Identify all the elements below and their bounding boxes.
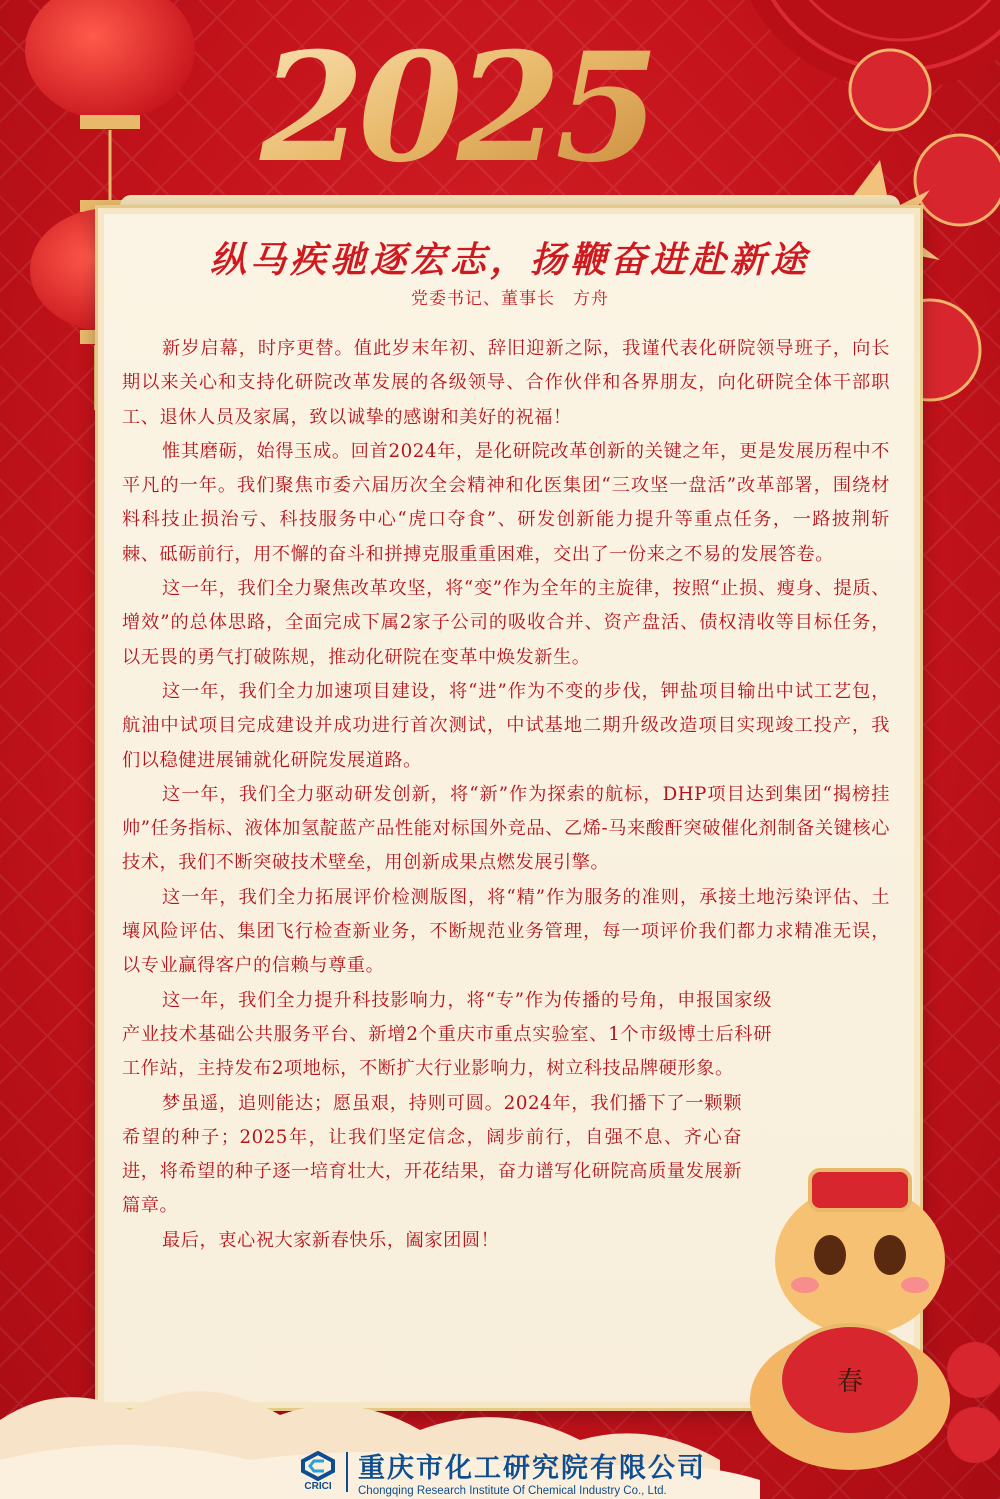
paragraph: 这一年，我们全力驱动研发创新，将“新”作为探索的航标，DHP项目达到集团“揭榜挂帅”任务指标、液体加氢靛蓝产品性能对标国外竞品、乙烯-马来酸酐突破催化剂制备关键核心技术，我们不断突破技术壁垒，用创新成果点燃发展引擎。 bbox=[122, 783, 890, 874]
svg-text:春: 春 bbox=[836, 1367, 864, 1397]
company-name-cn: 重庆市化工研究院有限公司 bbox=[358, 1453, 706, 1484]
logo-abbr: CRICI bbox=[304, 1481, 332, 1492]
letter-body bbox=[122, 332, 890, 1258]
letter-title: 纵马疾驰逐宏志，扬鞭奋进赴新途 bbox=[209, 239, 810, 281]
company-name-en: Chongqing Research Institute Of Chemical Industry Co., Ltd. bbox=[358, 1485, 667, 1497]
letter-author: 党委书记、董事长 方舟 bbox=[411, 289, 609, 309]
logo-mark bbox=[300, 1451, 336, 1492]
logo-icon bbox=[300, 1451, 336, 1481]
year-2025-graphic bbox=[250, 30, 770, 190]
paragraph: 这一年，我们全力聚焦改革攻坚，将“变”作为全年的主旋律，按照“止损、瘦身、提质、增效”的总体思路，全面完成下属2家子公司的吸收合并、资产盘活、债权清收等目标任务，以无畏的勇气打破陈规，推动化研院在变革中焕发新生。 bbox=[122, 578, 890, 668]
paragraph: 新岁启幕，时序更替。值此岁末年初、辞旧迎新之际，我谨代表化研院领导班子，向长期以来关心和支持化研院改革发展的各级领导、合作伙伴和各界朋友，向化研院全体干部职工、退休人员及家属，致以诚挚的感谢和美好的祝福！ bbox=[122, 338, 890, 428]
paragraph: 这一年，我们全力提升科技影响力，将“专”作为传播的号角，申报国家级产业技术基础公共服务平台、新增2个重庆市重点实验室、1个市级博士后科研工作站，主持发布2项地标，不断扩大行业影响力，树立科技品牌硬形象。 bbox=[122, 989, 772, 1080]
paragraph: 梦虽遥，追则能达；愿虽艰，持则可圆。2024年，我们播下了一颗颗希望的种子；2025年，让我们坚定信念，阔步前行，自强不息、齐心奋进，将希望的种子逐一培育壮大，开花结果，奋力谱写化研院高质量发展新篇章。 bbox=[122, 1092, 742, 1217]
svg-text:2025: 2025 bbox=[260, 30, 654, 190]
paragraph: 这一年，我们全力加速项目建设，将“进”作为不变的步伐，钾盐项目输出中试工艺包，航油中试项目完成建设并成功进行首次测试，中试基地二期升级改造项目实现竣工投产，我们以稳健进展铺就化研院发展道路。 bbox=[122, 680, 890, 771]
company-logo bbox=[300, 1446, 706, 1497]
paragraph: 最后，衷心祝大家新春快乐，阖家团圆！ bbox=[162, 1229, 500, 1251]
paragraph: 这一年，我们全力拓展评价检测版图，将“精”作为服务的准则，承接土地污染评估、土壤风险评估、集团飞行检查新业务，不断规范业务管理，每一项评价我们都力求精准无误，以专业赢得客户的信赖与尊重。 bbox=[122, 886, 890, 977]
paragraph: 惟其磨砺，始得玉成。回首2024年，是化研院改革创新的关键之年，更是发展历程中不平凡的一年。我们聚焦市委六届历次全会精神和化医集团“三攻坚一盘活”改革部署，围绕材料科技止损治亏、科技服务中心“虎口夺食”、研发创新能力提升等重点任务，一路披荆斩棘、砥砺前行，用不懈的奋斗和拼搏克服重重困难，交出了一份来之不易的发展答卷。 bbox=[122, 440, 890, 565]
logo-divider bbox=[346, 1452, 348, 1492]
